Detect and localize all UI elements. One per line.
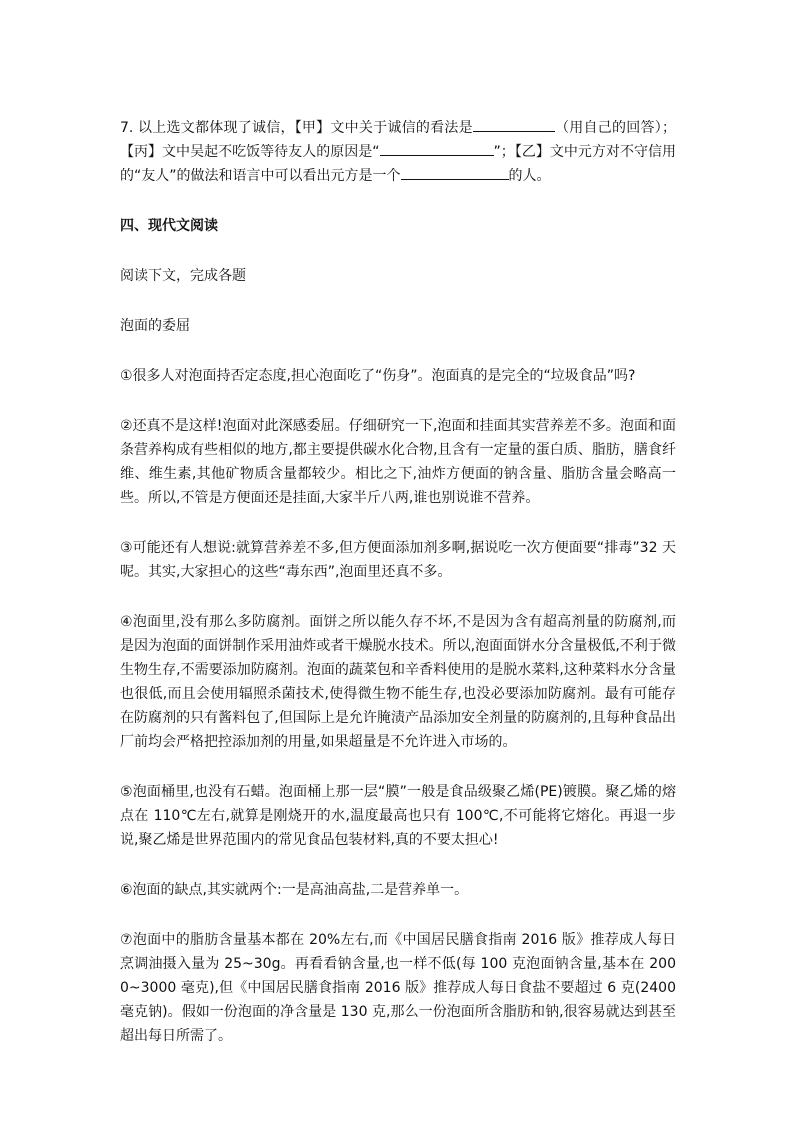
question-7-text-3: ”；【乙】文中元方对不守信用的“友人”的做法和语言中可以看出元方是一个	[120, 144, 676, 184]
paragraph-4: ④泡面里,没有那么多防腐剂。面饼之所以能久存不坏,不是因为含有超高剂量的防腐剂,而是因为泡面的面饼制作采用油炸或者干燥脱水技术。所以,泡面面饼水分含量极低,不利于微生物生存,不需要添加防腐剂。泡面的蔬菜包和辛香料使用的是脱水菜料,这种菜料水分含量也很低,而且会使用辐照杀菌技术,使得微生物不能生存,也没必要添加防腐剂。最有可能存在防腐剂的只有酱料包了,但国际上是允许腌渍产品添加安全剂量的防腐剂的,且每种食品出厂前均会严格把控添加剂的用量,如果超量是不允许进入市场的。	[120, 614, 676, 750]
paragraph-3: ③可能还有人想说:就算营养差不多,但方便面添加剂多啊,据说吃一次方便面要“排毒”32 天呢。其实,大家担心的这些“毒东西”,泡面里还真不多。	[120, 540, 676, 580]
answer-blank-2[interactable]	[380, 141, 494, 156]
question-7-text-4: 的人。	[508, 168, 551, 184]
paragraph-6: ⑥泡面的缺点,其实就两个:一是高油高盐,二是营养单一。	[120, 882, 469, 898]
paragraph-7: ⑦泡面中的脂肪含量基本都在 20%左右,而《中国居民膳食指南 2016 版》推荐成人每日烹调油摄入量为 25~30g。再看看钠含量,也一样不低(每 100 克泡面钠含量,基本在 2000~3000 毫克),但《中国居民膳食指南 2016 版》推荐成人每日食盐不要超过 6 克(2400 毫克钠)。假如一份泡面的净含量是 130 克,那么一份泡面所含脂肪和钠,很容易就达到甚至超出每日所需了。	[120, 932, 676, 1044]
reading-instruction: 阅读下文，完成各题	[120, 268, 246, 284]
paragraph-1: ①很多人对泡面持否定态度,担心泡面吃了“伤身”。泡面真的是完全的“垃圾食品”吗?	[120, 368, 636, 384]
paragraph-5: ⑤泡面桶里,也没有石蜡。泡面桶上那一层“膜”一般是食品级聚乙烯(PE)镀膜。聚乙烯的熔点在 110℃左右,就算是刚烧开的水,温度最高也只有 100℃,不可能将它熔化。再退一步说,聚乙烯是世界范围内的常见食品包装材料,真的不要太担心!	[120, 784, 676, 848]
document-content	[120, 116, 676, 1048]
question-7-text-1: 7. 以上选文都体现了诚信，【甲】文中关于诚信的看法是	[120, 120, 473, 136]
answer-blank-3[interactable]	[401, 165, 509, 180]
question-7	[120, 116, 676, 188]
article-title: 泡面的委屈	[120, 318, 190, 334]
question-7-text-2: （用自己的回答）；【丙】文中吴起不吃饭等待友人的原因是“	[120, 120, 676, 160]
section-heading: 四、现代文阅读	[120, 218, 218, 234]
paragraph-2: ②还真不是这样!泡面对此深感委屈。仔细研究一下,泡面和挂面其实营养差不多。泡面和面条营养构成有些相似的地方,都主要提供碳水化合物,且含有一定量的蛋白质、脂肪，膳食纤维、维生素,其他矿物质含量都较少。相比之下,油炸方便面的钠含量、脂肪含量会略高一些。所以,不管是方便面还是挂面,大家半斤八两,谁也别说谁不营养。	[120, 418, 676, 506]
answer-blank-1[interactable]	[473, 117, 555, 132]
